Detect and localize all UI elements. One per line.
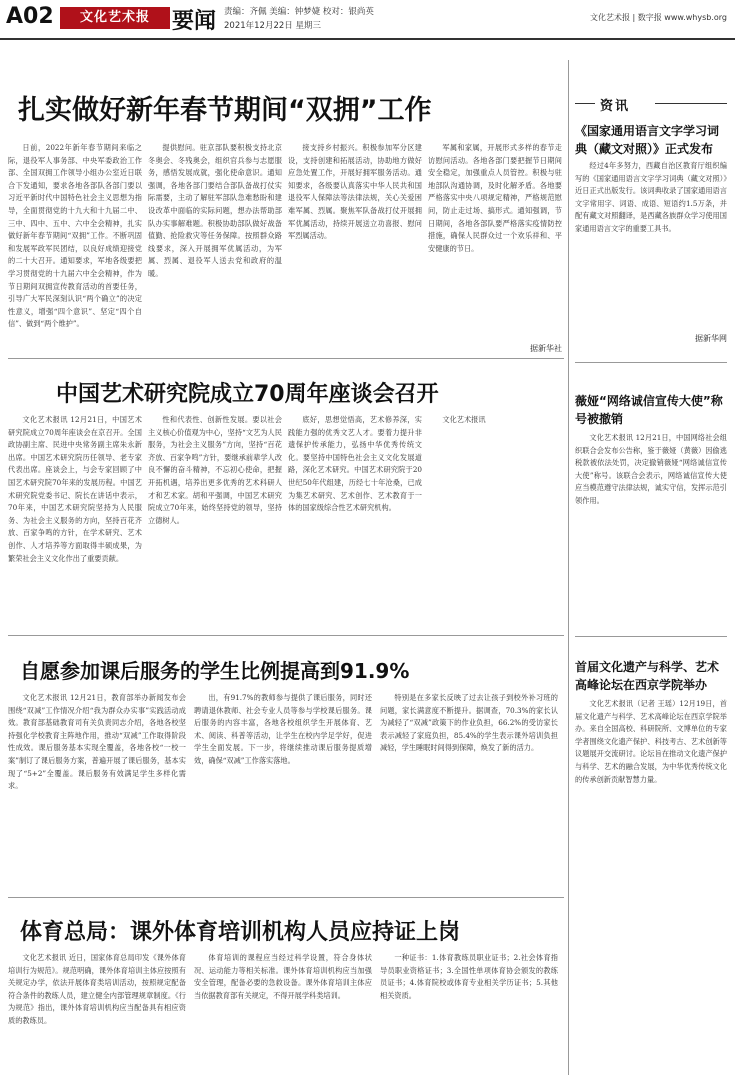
newspaper-logo: 文化艺术报 <box>60 7 170 29</box>
article1-col3: 接支持乡村振兴。积极参加军分区建设，支持创建和拓展活动，协助地方做好应急处置工作，开展好拥军服务活动。通知要求，各级要认真落实中华人民共和国退役军人保障法等法律法规，关心关爱困难军属、烈属。聚焦军队备战打仗开展拥军优属活动，持续开展送立功喜报、慰问军烈属活动。 <box>288 143 422 241</box>
article1-byline: 据新华社 <box>530 344 562 353</box>
page-header <box>0 0 735 40</box>
decor-line-left <box>575 103 595 104</box>
article2-col1: 文化艺术报讯 12月21日，中国艺术研究院成立70周年座谈会在京召开。全国政协副主席、民进中央常务副主席朱永新出席。中国艺术研究院历任领导、老专家代表出席。座谈会上，与会专家回顾了中国艺术研究院70年来的发展历程。中国艺术研究院党委书记、院长在讲话中表示，70年来，中国艺术研究院坚持为人民服务、为社会主义服务的方向，坚持百花齐放、百家争鸣的方针，在学术研究、艺术创作、人才培养等方面取得丰硕成果，为繁荣社会主义文化作出了重要贡献。 <box>8 415 142 563</box>
article3-col1: 文化艺术报讯 12月21日，教育部举办新闻发布会围绕“双减”工作情况介绍“我为群众办实事”实践活动成效。教育部基础教育司有关负责同志介绍，各地各校坚持强化学校教育主阵地作用，推动“双减”工作取得阶段性成效。课后服务基本实现全覆盖，各地各校“一校一案”制订了课后服务方案，普遍开展了课后服务，基本实现了“5+2”全覆盖。课后服务有效满足学生多样化需求。 <box>8 693 186 791</box>
page-number: A02 <box>6 4 54 29</box>
article2-col2: 性和代表性、创新性发展。要以社会主义核心价值观为中心，坚持“文艺为人民服务，为社会主义服务”方向，坚持“百花齐放、百家争鸣”方针，要继承前辈学人改良不懈的奋斗精神，不忘初心使命，把握开拓机遇，培养出更多优秀的艺术科研人才和艺术家。胡和平强调，中国艺术研究院成立70年来，始终坚持党的领导，坚持立德树人。 <box>148 415 282 525</box>
decor-line-right <box>655 103 727 104</box>
section-title: 要闻 <box>172 9 217 34</box>
side1-byline: 据新华网 <box>695 334 727 343</box>
divider <box>8 897 564 898</box>
article1-col4: 军属和家属，开展形式多样的春节走访慰问活动。各地各部门要把握节日期间安全稳定，加强重点人员管控。积极与驻地部队沟通协调，及时化解矛盾。各地要严格落实中央八项规定精神，严格规范慰问，防止走过场、搞形式。通知强调，节日期间，各地各部队要严格落实疫情防控措施，确保人民群众过一个欢乐祥和、平安健康的节日。 <box>428 143 562 253</box>
side1-title: 《国家通用语言文字学习词典（藏文对照）》正式发布 <box>575 124 720 156</box>
article3-title: 自愿参加课后服务的学生比例提高到91.9% <box>20 659 410 683</box>
article2-col3: 底好，思想觉悟高，艺术修养深，实践能力强的优秀文艺人才。要着力提升非遗保护传承能力，弘扬中华优秀传统文化。要坚持中国特色社会主义文化发展道路，深化艺术研究。中国艺术研究院于20世纪50年代组建，历经七十年沧桑，已成为集艺术研究、艺术创作、艺术教育于一体的国家级综合性艺术研究机构。 <box>288 415 422 513</box>
credits <box>224 5 374 33</box>
divider <box>8 635 564 636</box>
divider <box>575 362 727 363</box>
divider <box>8 358 564 359</box>
sidebar-label: 资讯 <box>600 99 631 114</box>
article2-col4: 文化艺术报讯 <box>442 415 486 424</box>
side1-body: 经过4年多努力，西藏自治区教育厅组织编写的《国家通用语言文字学习词典（藏文对照）》近日正式出版发行。该词典收录了国家通用语言文字常用字、词语、成语、短语约1.5万条，并配有藏文对照翻译，是西藏各族群众学习使用国家通用语言文字的重要工具书。 <box>575 161 727 233</box>
article3-col2: 出，有91.7%的教师参与提供了课后服务，同时还聘请退休教师、社会专业人员等参与学校课后服务。课后服务的内容丰富，各地各校组织学生开展体育、艺术、阅读、科普等活动，让学生在校内学足学好，促进学生全面发展。下一步，将继续推动课后服务提质增效，确保“双减”工作落实落地。 <box>194 693 372 765</box>
article2-title: 中国艺术研究院成立70周年座谈会召开 <box>56 382 439 407</box>
article1-col1: 日前，2022年新年春节期间来临之际，退役军人事务部、中央军委政治工作部、全国双拥工作领导小组办公室近日联合下发通知，要求各地各部队各部门要以习近平新时代中国特色社会主义思想为指导，全面贯彻党的十九大和十九届二中、三中、四中、五中、六中全会精神，扎实做好新年春节期间“双拥”工作。不断巩固和发展军政军民团结，以良好成绩迎接党的二十大召开。通知要求，军地各级要把学习贯彻党的十九届六中全会精神，作为节日期间双拥宣传教育活动的首要任务，引导广大军民深刻认识“两个确立”的决定性意义，增强“四个意识”、坚定“四个自信”、做到“两个维护”。 <box>8 143 142 329</box>
article1-col2: 提供慰问。驻京部队要积极支持北京冬奥会、冬残奥会，组织官兵参与志愿服务，感悟发展成就，强化使命意识。通知强调，各地各部门要结合部队备战打仗实际需要，主动了解驻军部队急难愁盼和建设改革中面临的实际问题，想办法帮助部队办实事解难题。积极协助部队做好战备值勤、抢险救灾等任务保障。按照群众路线要求，深入开展拥军优属活动，为军属、烈属、退役军人送去党和政府的温暖。 <box>148 143 282 278</box>
article1-title: 扎实做好新年春节期间“双拥”工作 <box>18 95 432 126</box>
article3-col3: 特别是在多家长反映了过去让孩子到校外补习班的问题，家长满意度不断提升。据调查，70.3%的家长认为减轻了“双减”政策下的作业负担，66.2%的受访家长表示减轻了家庭负担，85.4%的学生表示课外培训负担减轻，学生睡眠时间得到保障，焕发了新的活力。 <box>380 693 558 753</box>
article4-title: 体育总局：课外体育培训机构人员应持证上岗 <box>20 920 461 945</box>
divider <box>575 636 727 637</box>
sidebar-divider <box>568 60 569 1075</box>
side3-body: 文化艺术报讯（记者 王瑶）12月19日，首届文化遗产与科学、艺术高峰论坛在西京学院举办。来自全国高校、科研院所、文博单位的专家学者围绕文化遗产保护、科技考古、艺术创新等议题展开交流研讨。论坛旨在推动文化遗产保护与科学、艺术的融合发展，为中华优秀传统文化的传承创新贡献智慧力量。 <box>575 699 727 784</box>
side2-title: 薇娅“网络诚信宣传大使”称号被撤销 <box>575 394 723 426</box>
article4-col1: 文化艺术报讯 近日，国家体育总局印发《课外体育培训行为规范》。规范明确，课外体育培训主体应按照有关规定办学，依法开展体育类培训活动，按照规定配备符合条件的教练人员，建立健全内部管理规章制度。《行为规范》指出，课外体育培训机构应当配备具有相应资质的教练员。 <box>8 953 186 1025</box>
site-link[interactable]: 文化艺术报 | 数字报 www.whysb.org <box>589 13 727 22</box>
article4-col2: 体育培训的课程应当经过科学设置，符合身体状况、运动能力等相关标准。课外体育培训机构应当加强安全管理，配备必要的急救设备。课外体育培训主体应当依据教育部有关规定，不得开展学科类培训。 <box>194 953 372 1000</box>
credits-date: 2021年12月22日 星期三 <box>224 21 321 31</box>
credits-editors: 责编：齐佩 美编：钟梦婕 校对：银尚英 <box>224 7 374 17</box>
side3-title: 首届文化遗产与科学、艺术高峰论坛在西京学院举办 <box>575 660 720 692</box>
side2-body: 文化艺术报讯 12月21日，中国网络社会组织联合会发布公告称，鉴于薇娅（黄薇）因偷逃税款被依法处罚，决定撤销薇娅“网络诚信宣传大使”称号。该联合会表示，网络诚信宣传大使应当模范遵守法律法规，诚实守信，发挥示范引领作用。 <box>575 433 727 505</box>
article4-col3: 一种证书：1.体育教练员职业证书；2.社会体育指导员职业资格证书；3.全国性单项体育协会颁发的教练员证书；4.体育院校或体育专业相关学历证书；5.其他相关资质。 <box>380 953 558 1000</box>
